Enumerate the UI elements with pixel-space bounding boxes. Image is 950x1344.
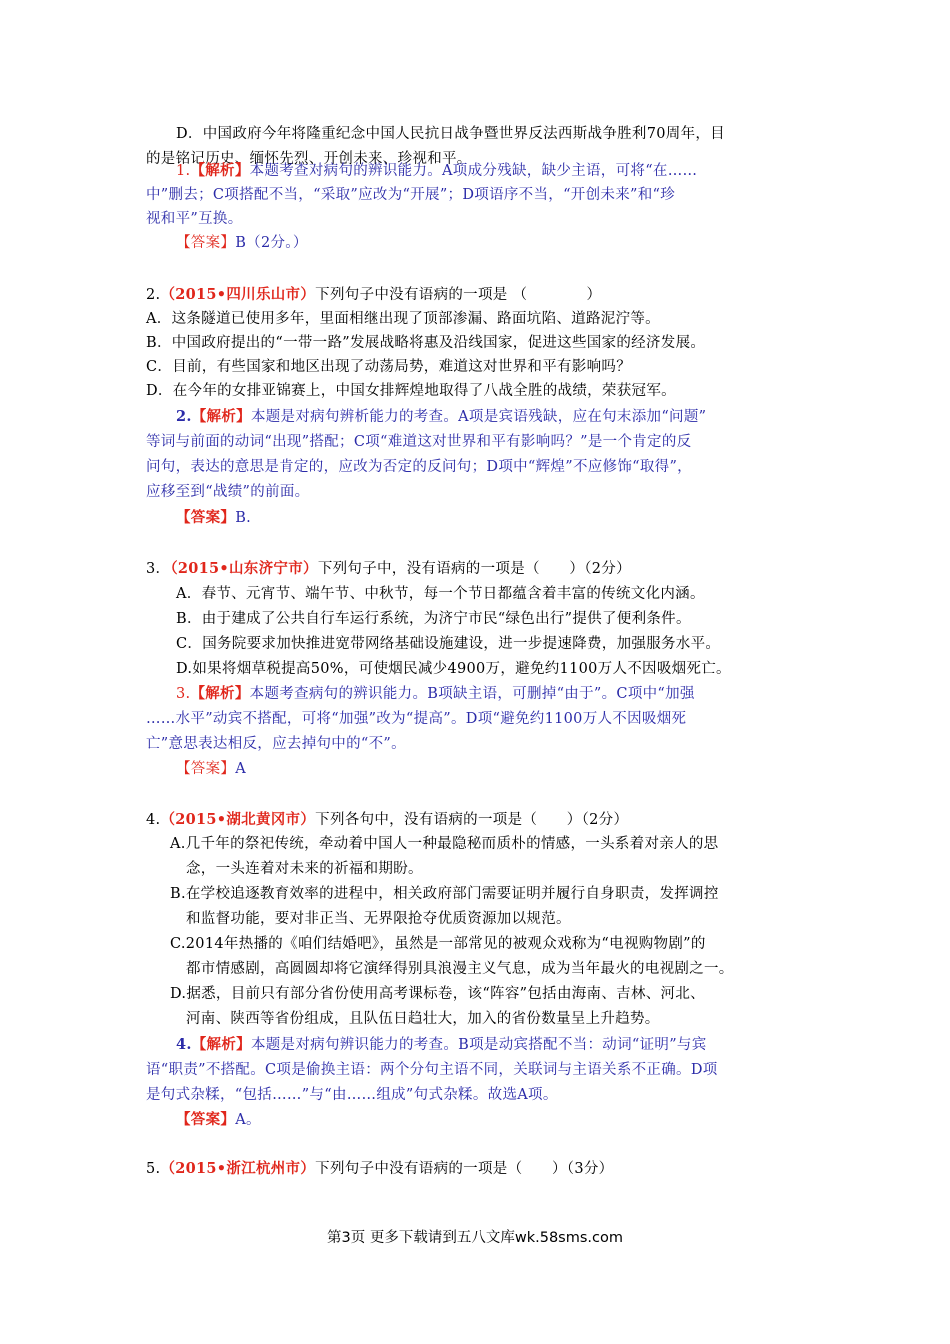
page-footer: 第3页 更多下载请到五八文库wk.58sms.com [327,1230,623,1246]
q3-option-a: A．春节、元宵节、端午节、中秋节，每一个节日都蕴含着丰富的传统文化内涵。 [176,586,705,602]
q3-option-d: D.如果将烟草税提高50%，可使烟民减少4900万，避免约1100万人不因吸烟死亡。 [176,661,731,677]
q3-answer: 【答案】A [176,761,246,777]
q2-analysis-line1: 2.【解析】本题是对病句辨析能力的考查。A项是宾语残缺，应在句末添加“问题” [176,408,707,425]
q3-option-c: C．国务院要求加快推进宽带网络基础设施建设，进一步提速降费，加强服务水平。 [176,636,721,652]
q2-analysis-line3: 问句，表达的意思是肯定的，应改为否定的反问句；D项中“辉煌”不应修饰“取得”， [146,459,692,475]
q4-option-b-line1: B.在学校追逐教育效率的进程中，相关政府部门需要证明并履行自身职责，发挥调控 [170,886,719,902]
q4-option-b-line2: 和监督功能，要对非正当、无界限抢夺优质资源加以规范。 [186,911,571,927]
q1-analysis-line1: 1.【解析】本题考查对病句的辨识能力。A项成分残缺，缺少主语，可将“在…… [176,162,698,179]
q3-analysis-line1: 3.【解析】本题考查病句的辨识能力。B项缺主语，可删掉“由于”。C项中“加强 [176,685,695,702]
q1-analysis-line3: 视和平”互换。 [146,211,243,227]
q1-option-d-line2: 的是铭记历史、缅怀先烈、开创未来、珍视和平。 [146,151,472,167]
q2-answer: 【答案】B. [176,509,252,526]
q2-option-c: C．目前，有些国家和地区出现了动荡局势，难道这对世界和平有影响吗？ [146,359,631,375]
q4-analysis-line1: 4.【解析】本题是对病句辨识能力的考查。B项是动宾搭配不当：动词“证明”与宾 [176,1036,707,1053]
q4-analysis-line3: 是句式杂糅，“包括……”与“由……组成”句式杂糅。故选A项。 [146,1087,558,1103]
q4-option-a-line2: 念，一头连着对未来的祈福和期盼。 [186,861,423,877]
q4-stem: 4.（2015•湖北黄冈市）下列各句中，没有语病的一项是（ ）（2分） [146,811,629,828]
q3-option-b: B．由于建成了公共自行车运行系统，为济宁市民“绿色出行”提供了便利条件。 [176,611,691,627]
q3-stem: 3．（2015•山东济宁市）下列句子中，没有语病的一项是（ ）（2分） [146,560,631,577]
q4-option-c-line1: C.2014年热播的《咱们结婚吧》，虽然是一部常见的被观众戏称为“电视购物剧”的 [170,936,706,952]
q3-analysis-line2: ……水平”动宾不搭配，可将“加强”改为“提高”。D项“避免约1100万人不因吸烟死 [146,711,687,727]
q1-answer: 【答案】B（2分。） [176,235,308,251]
q4-option-c-line2: 都市情感剧，高圆圆却将它演绎得别具浪漫主义气息，成为当年最火的电视剧之一。 [186,961,734,977]
q2-option-b: B．中国政府提出的“一带一路”发展战略将惠及沿线国家，促进这些国家的经济发展。 [146,335,706,351]
q3-analysis-line3: 亡”意思表达相反，应去掉句中的“不”。 [146,736,406,752]
q4-analysis-line2: 语“职责”不搭配。C项是偷换主语：两个分句主语不同，关联词与主语关系不正确。D项 [146,1062,718,1078]
q1-option-d-line1: D．中国政府今年将隆重纪念中国人民抗日战争暨世界反法西斯战争胜利70周年，目 [176,126,725,142]
q2-analysis-line4: 应移至到“战绩”的前面。 [146,484,310,500]
q4-option-d-line2: 河南、陕西等省份组成，且队伍日趋壮大，加入的省份数量呈上升趋势。 [186,1011,660,1027]
q2-option-a: A．这条隧道已使用多年，里面相继出现了顶部渗漏、路面坑陷、道路泥泞等。 [146,311,660,327]
q2-analysis-line2: 等词与前面的动词“出现”搭配；C项“难道这对世界和平有影响吗？”是一个肯定的反 [146,434,692,450]
q4-answer: 【答案】A。 [176,1111,261,1128]
q2-option-d: D．在今年的女排亚锦赛上，中国女排辉煌地取得了八战全胜的战绩，荣获冠军。 [146,383,676,399]
q1-analysis-line2: 中”删去；C项搭配不当，“采取”应改为“开展”；D项语序不当，“开创未来”和“珍 [146,187,676,203]
q4-option-d-line1: D.据悉，目前只有部分省份使用高考课标卷，该“阵容”包括由海南、吉林、河北、 [170,986,705,1002]
q5-stem: 5.（2015•浙江杭州市）下列句子中没有语病的一项是（ ）（3分） [146,1160,614,1177]
q4-option-a-line1: A.几千年的祭祀传统，牵动着中国人一种最隐秘而质朴的情感，一头系着对亲人的思 [170,836,719,852]
q2-stem: 2.（2015•四川乐山市）下列句子中没有语病的一项是 （ ） [146,286,602,303]
